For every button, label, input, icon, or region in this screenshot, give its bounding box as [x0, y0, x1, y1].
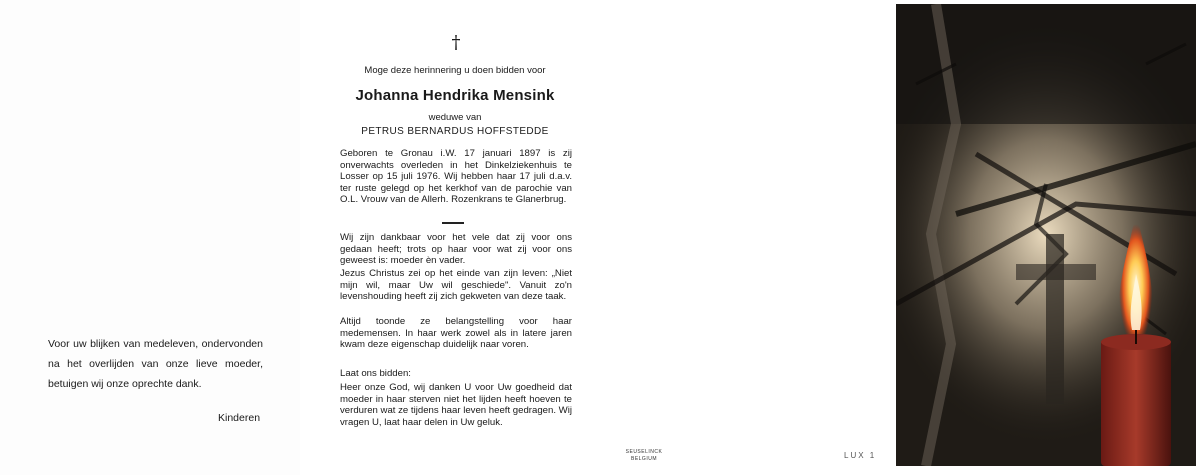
printer-country: BELGIUM	[630, 456, 657, 462]
prayer-heading: Laat ons bidden:	[340, 368, 411, 379]
printer-mark	[614, 449, 674, 463]
paragraph-character: Altijd toonde ze belangstelling voor haar medemensen. In haar werk zowel als in latere jaren kwam deze eigenschap duidelijk naar voren.	[340, 316, 572, 351]
center-panel	[300, 0, 896, 475]
biography-paragraph: Geboren te Gronau i.W. 17 januari 1897 is zij onverwachts overleden in het Dinkelziekenhuis te Losser op 15 juli 1976. Wij hebben haar 17 juli d.a.v. ter ruste gelegd op het kerkhof van de parochie van O.L. Vrouw van de Allerh. Rozenkrans te Glanerbrug.	[340, 148, 572, 206]
paragraph-gratitude: Wij zijn dankbaar voor het vele dat zij voor ons gedaan heeft; trots op haar voor wat zij voor ons geweest is: moeder èn vader.	[340, 232, 572, 267]
prayer-text: Heer onze God, wij danken U voor Uw goedheid dat moeder in haar sterven niet het lijden heeft hoeven te verduren wat ze tijdens haar leven heeft gedragen. Wij vragen U, laat haar delen in Uw geluk.	[340, 382, 572, 428]
paragraph-scripture: Jezus Christus zei op het einde van zijn leven: „Niet mijn wil, maar Uw wil geschiede". Vanuit zo'n levenshouding heeft zij zich gekweten van deze taak.	[340, 268, 572, 303]
cross-icon: †	[451, 32, 461, 53]
husband-name: PETRUS BERNARDUS HOFFSTEDDE	[361, 126, 549, 137]
intro-text: Moge deze herinnering u doen bidden voor	[364, 65, 546, 76]
candle-photo	[896, 4, 1196, 466]
thanks-text: Voor uw blijken van medeleven, ondervonden na het overlijden van onze lieve moeder, betuigen wij onze oprechte dank.	[48, 338, 263, 390]
divider	[442, 222, 464, 224]
series-code: LUX 1	[844, 451, 877, 460]
signoff-text: Kinderen	[218, 412, 261, 424]
printer-name: SEUSELINCK	[625, 449, 663, 455]
deceased-name: Johanna Hendrika Mensink	[355, 87, 555, 104]
candle-illustration	[896, 4, 1196, 466]
widow-of-text: weduwe van	[428, 112, 482, 123]
left-panel	[0, 0, 300, 475]
